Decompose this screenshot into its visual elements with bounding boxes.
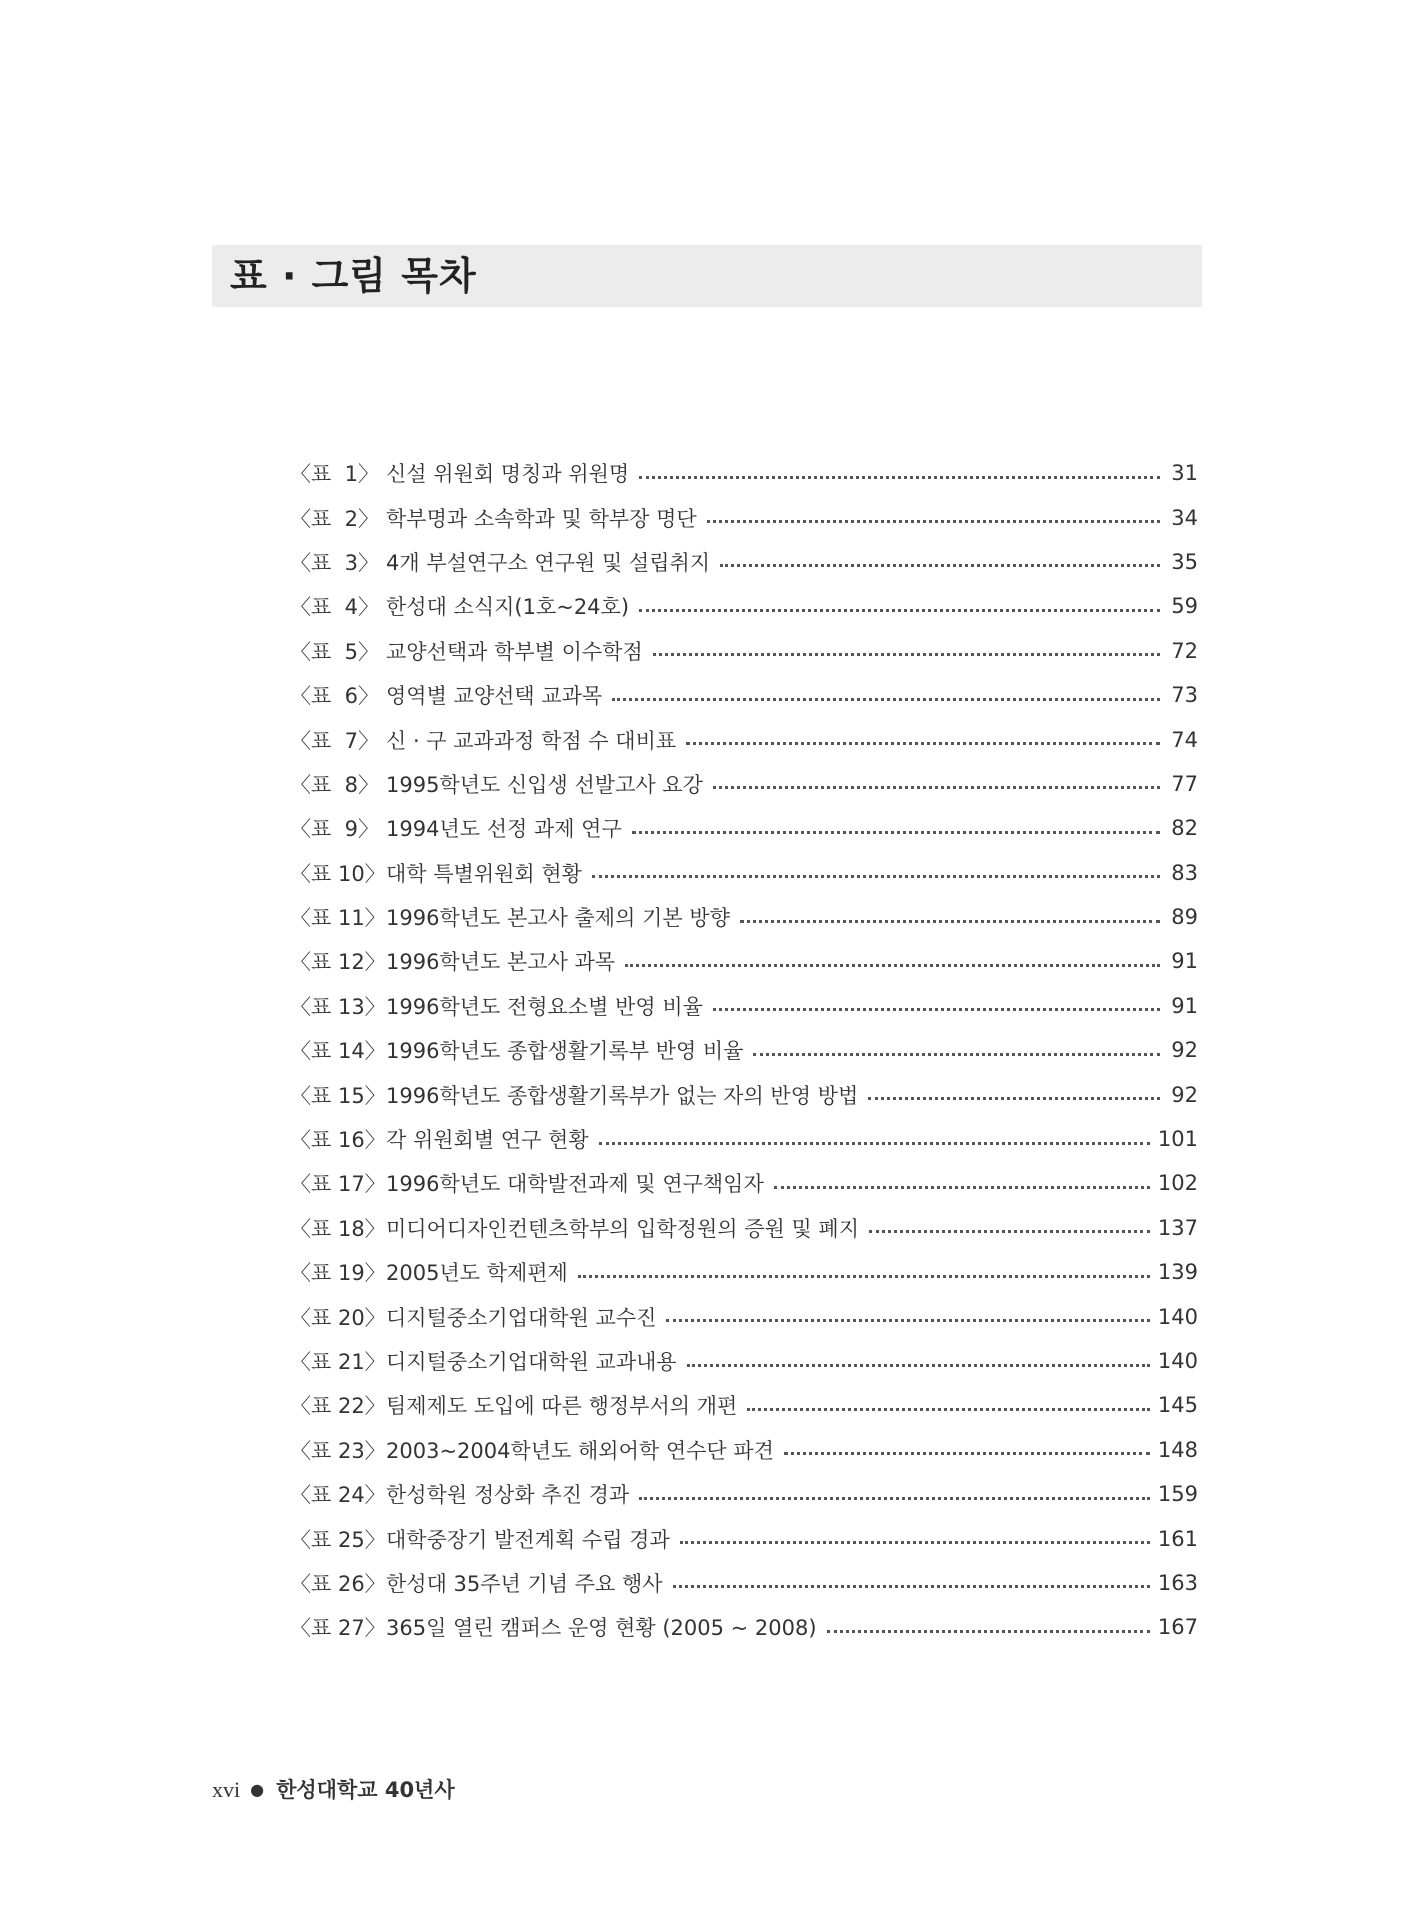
toc-entry-page: 159 bbox=[1157, 1482, 1198, 1507]
dot-leader bbox=[639, 609, 1160, 612]
dot-leader bbox=[747, 1408, 1150, 1411]
toc-entry[interactable] bbox=[290, 540, 1198, 584]
toc-entry-title[interactable]: 2005년도 학제편제 bbox=[386, 1261, 568, 1286]
dot-leader bbox=[713, 786, 1160, 789]
toc-entry-title[interactable]: 영역별 교양선택 교과목 bbox=[386, 684, 603, 709]
toc-entry-page: 74 bbox=[1171, 727, 1198, 752]
toc-entry-label: 〈표 5〉 bbox=[290, 639, 379, 664]
dot-leader bbox=[827, 1630, 1150, 1633]
toc-entry-label: 〈표 19〉 bbox=[290, 1261, 386, 1286]
toc-entry-label: 〈표 24〉 bbox=[290, 1483, 386, 1508]
toc-entry-label: 〈표 18〉 bbox=[290, 1216, 386, 1241]
toc-entry-title[interactable]: 신설 위원회 명칭과 위원명 bbox=[386, 462, 630, 487]
toc-entry[interactable] bbox=[290, 1428, 1198, 1472]
toc-entry-title[interactable]: 2003~2004학년도 해외어학 연수단 파견 bbox=[386, 1438, 774, 1463]
toc-entry-page: 72 bbox=[1171, 638, 1198, 663]
dot-leader bbox=[720, 564, 1160, 567]
dot-leader bbox=[868, 1097, 1160, 1100]
toc-entry-page: 34 bbox=[1171, 505, 1198, 530]
page-title: 표 · 그림 목차 bbox=[230, 254, 477, 298]
toc-entry-page: 137 bbox=[1157, 1215, 1198, 1240]
toc-entry-page: 101 bbox=[1157, 1127, 1198, 1152]
toc-entry-page: 139 bbox=[1157, 1260, 1198, 1285]
toc-entry-page: 89 bbox=[1171, 905, 1198, 930]
table-of-contents-list bbox=[290, 451, 1198, 1650]
toc-entry-title[interactable]: 4개 부설연구소 연구원 및 설립취지 bbox=[386, 550, 711, 575]
dot-leader bbox=[753, 1053, 1160, 1056]
toc-entry-title[interactable]: 1996학년도 본고사 출제의 기본 방향 bbox=[386, 906, 730, 931]
toc-entry-label: 〈표 14〉 bbox=[290, 1039, 386, 1064]
toc-entry-title[interactable]: 1996학년도 종합생활기록부 반영 비율 bbox=[386, 1039, 744, 1064]
toc-entry[interactable] bbox=[290, 1206, 1198, 1250]
toc-entry-title[interactable]: 각 위원회별 연구 현황 bbox=[386, 1128, 589, 1153]
dot-leader bbox=[639, 476, 1160, 479]
dot-leader bbox=[612, 698, 1160, 701]
toc-entry-page: 92 bbox=[1171, 1038, 1198, 1063]
toc-entry-label: 〈표 22〉 bbox=[290, 1394, 386, 1419]
toc-entry[interactable] bbox=[290, 1516, 1198, 1560]
toc-entry[interactable] bbox=[290, 451, 1198, 495]
dot-leader bbox=[653, 653, 1160, 656]
toc-entry[interactable] bbox=[290, 1472, 1198, 1516]
toc-entry-label: 〈표 12〉 bbox=[290, 950, 386, 975]
toc-entry-title[interactable]: 1994년도 선정 과제 연구 bbox=[386, 817, 622, 842]
dot-leader bbox=[713, 1008, 1160, 1011]
toc-entry[interactable] bbox=[290, 629, 1198, 673]
dot-leader bbox=[784, 1452, 1150, 1455]
toc-entry-page: 102 bbox=[1157, 1171, 1198, 1196]
toc-entry-title[interactable]: 1996학년도 본고사 과목 bbox=[386, 950, 616, 975]
toc-entry[interactable] bbox=[290, 851, 1198, 895]
dot-leader bbox=[740, 920, 1160, 923]
toc-entry[interactable] bbox=[290, 895, 1198, 939]
toc-entry-label: 〈표 11〉 bbox=[290, 906, 386, 931]
toc-entry-page: 77 bbox=[1171, 771, 1198, 796]
dot-leader bbox=[673, 1585, 1150, 1588]
toc-entry-label: 〈표 15〉 bbox=[290, 1083, 386, 1108]
toc-entry-page: 35 bbox=[1171, 549, 1198, 574]
toc-entry[interactable] bbox=[290, 939, 1198, 983]
toc-entry[interactable] bbox=[290, 584, 1198, 628]
toc-entry-label: 〈표 20〉 bbox=[290, 1305, 386, 1330]
toc-entry-title[interactable]: 디지털중소기업대학원 교과내용 bbox=[386, 1350, 677, 1374]
dot-leader bbox=[632, 831, 1160, 834]
toc-entry-title[interactable]: 학부명과 소속학과 및 학부장 명단 bbox=[386, 506, 697, 531]
toc-entry-label: 〈표 6〉 bbox=[290, 684, 379, 709]
toc-entry-page: 140 bbox=[1157, 1349, 1198, 1373]
toc-entry[interactable] bbox=[290, 495, 1198, 539]
toc-entry-title[interactable]: 대학중장기 발전계획 수립 경과 bbox=[386, 1527, 670, 1552]
dot-leader bbox=[639, 1497, 1150, 1500]
toc-entry-label: 〈표 27〉 bbox=[290, 1616, 386, 1641]
toc-entry-title[interactable]: 365일 열린 캠퍼스 운영 현황 (2005 ~ 2008) bbox=[386, 1616, 817, 1641]
toc-entry[interactable] bbox=[290, 806, 1198, 850]
toc-entry-label: 〈표 25〉 bbox=[290, 1527, 386, 1552]
toc-entry[interactable] bbox=[290, 984, 1198, 1028]
section-title-band bbox=[212, 245, 1202, 307]
toc-entry[interactable] bbox=[290, 1561, 1198, 1605]
toc-entry-page: 163 bbox=[1157, 1570, 1198, 1595]
dot-leader bbox=[707, 520, 1160, 523]
toc-entry-title[interactable]: 디지털중소기업대학원 교수진 bbox=[386, 1305, 657, 1330]
toc-entry-title[interactable]: 교양선택과 학부별 이수학점 bbox=[386, 639, 643, 664]
bullet-icon: ● bbox=[250, 1780, 265, 1799]
toc-entry-label: 〈표 1〉 bbox=[290, 462, 379, 487]
toc-entry-title[interactable]: 1996학년도 전형요소별 반영 비율 bbox=[386, 994, 703, 1019]
toc-entry-page: 161 bbox=[1157, 1526, 1198, 1551]
dot-leader bbox=[774, 1186, 1150, 1189]
toc-entry-title[interactable]: 팀제제도 도입에 따른 행정부서의 개편 bbox=[386, 1394, 738, 1419]
toc-entry-label: 〈표 21〉 bbox=[290, 1350, 386, 1374]
toc-entry[interactable] bbox=[290, 1250, 1198, 1294]
toc-entry-title[interactable]: 대학 특별위원회 현황 bbox=[386, 861, 582, 886]
toc-entry-label: 〈표 17〉 bbox=[290, 1172, 386, 1197]
footer-book-title: 한성대학교 40년사 bbox=[276, 1778, 455, 1802]
toc-entry-label: 〈표 16〉 bbox=[290, 1128, 386, 1153]
toc-entry-page: 73 bbox=[1171, 683, 1198, 708]
toc-entry-page: 91 bbox=[1171, 949, 1198, 974]
dot-leader bbox=[686, 742, 1160, 745]
toc-entry-page: 83 bbox=[1171, 860, 1198, 885]
toc-entry[interactable] bbox=[290, 1028, 1198, 1072]
dot-leader bbox=[680, 1541, 1150, 1544]
dot-leader bbox=[869, 1230, 1150, 1233]
toc-entry-label: 〈표 4〉 bbox=[290, 595, 379, 620]
toc-entry-label: 〈표 13〉 bbox=[290, 994, 386, 1019]
toc-entry-title[interactable]: 한성대 35주년 기념 주요 행사 bbox=[386, 1571, 663, 1596]
toc-entry[interactable] bbox=[290, 1383, 1198, 1427]
toc-entry[interactable] bbox=[290, 762, 1198, 806]
toc-entry-page: 59 bbox=[1171, 594, 1198, 619]
page-footer bbox=[212, 1772, 455, 1808]
toc-entry-page: 91 bbox=[1171, 993, 1198, 1018]
toc-entry[interactable] bbox=[290, 1117, 1198, 1161]
toc-entry-page: 167 bbox=[1157, 1615, 1198, 1640]
toc-entry-page: 145 bbox=[1157, 1393, 1198, 1418]
toc-entry-title[interactable]: 신 · 구 교과과정 학점 수 대비표 bbox=[386, 728, 677, 753]
dot-leader bbox=[625, 964, 1160, 967]
toc-entry[interactable] bbox=[290, 717, 1198, 761]
toc-entry[interactable] bbox=[290, 1072, 1198, 1116]
toc-entry[interactable] bbox=[290, 1294, 1198, 1338]
dot-leader bbox=[599, 1142, 1150, 1145]
toc-entry-title[interactable]: 한성대 소식지(1호~24호) bbox=[386, 595, 630, 620]
toc-entry-label: 〈표 7〉 bbox=[290, 728, 379, 753]
toc-entry-page: 92 bbox=[1171, 1082, 1198, 1107]
toc-entry-label: 〈표 26〉 bbox=[290, 1571, 386, 1596]
toc-entry-page: 31 bbox=[1171, 461, 1198, 486]
toc-entry-label: 〈표 2〉 bbox=[290, 506, 379, 531]
toc-entry-label: 〈표 9〉 bbox=[290, 817, 379, 842]
toc-entry-label: 〈표 8〉 bbox=[290, 772, 379, 797]
toc-entry[interactable] bbox=[290, 673, 1198, 717]
toc-entry-label: 〈표 23〉 bbox=[290, 1438, 386, 1463]
toc-entry[interactable] bbox=[290, 1605, 1198, 1649]
dot-leader bbox=[666, 1319, 1150, 1322]
toc-entry-title[interactable]: 한성학원 정상화 추진 경과 bbox=[386, 1483, 630, 1508]
toc-entry-page: 140 bbox=[1157, 1304, 1198, 1329]
toc-entry-title[interactable]: 미디어디자인컨텐츠학부의 입학정원의 증원 및 폐지 bbox=[386, 1216, 859, 1241]
toc-entry-title[interactable]: 1995학년도 신입생 선발고사 요강 bbox=[386, 772, 703, 797]
toc-entry-title[interactable]: 1996학년도 대학발전과제 및 연구책임자 bbox=[386, 1172, 764, 1197]
toc-entry-label: 〈표 3〉 bbox=[290, 550, 379, 575]
toc-entry-page: 82 bbox=[1171, 816, 1198, 841]
toc-entry-title[interactable]: 1996학년도 종합생활기록부가 없는 자의 반영 방법 bbox=[386, 1083, 859, 1108]
toc-entry[interactable] bbox=[290, 1339, 1198, 1383]
dot-leader bbox=[578, 1275, 1150, 1278]
dot-leader bbox=[687, 1364, 1150, 1367]
toc-entry-page: 148 bbox=[1157, 1437, 1198, 1462]
footer-page-number: xvi bbox=[212, 1777, 241, 1802]
dot-leader bbox=[592, 875, 1160, 878]
toc-entry-label: 〈표 10〉 bbox=[290, 861, 386, 886]
toc-entry[interactable] bbox=[290, 1161, 1198, 1205]
